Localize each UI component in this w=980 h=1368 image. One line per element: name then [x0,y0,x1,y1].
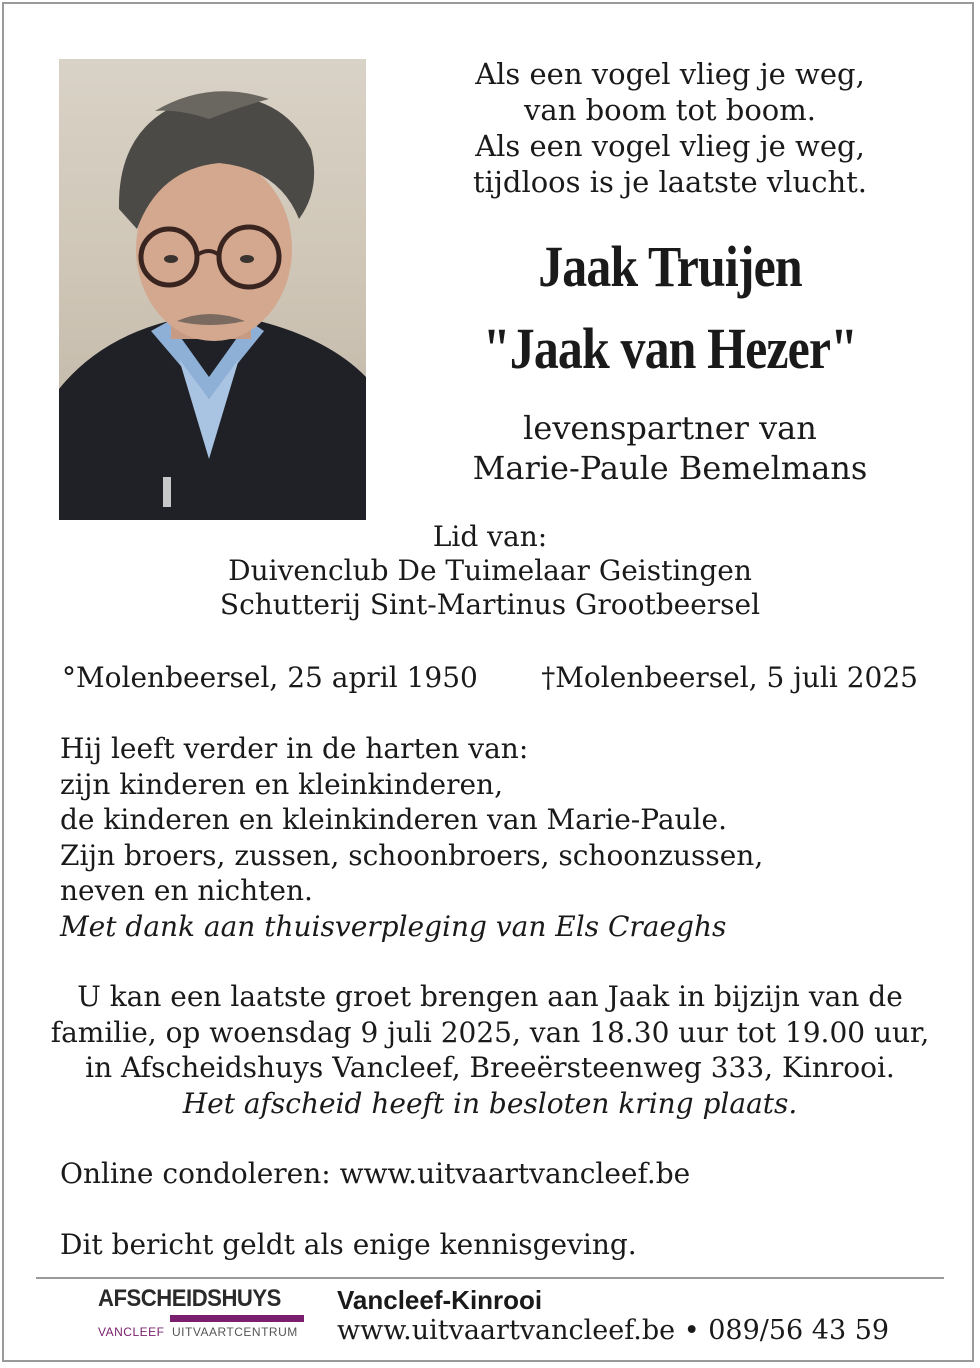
birth-date: °Molenbeersel, 25 april 1950 [62,661,478,694]
club-name: Schutterij Sint-Martinus Grootbeersel [219,588,761,621]
partner-name: Marie-Paule Bemelmans [472,449,868,487]
private-ceremony-line: Het afscheid heeft in besloten kring plaats. [182,1086,798,1120]
death-date: †Molenbeersel, 5 juli 2025 [541,661,918,694]
partner-block [420,408,920,488]
thanks-line: Met dank aan thuisverpleging van Els Craeghs [60,909,727,943]
logo-right: UITVAARTCENTRUM [172,1325,298,1339]
poem-line: van boom tot boom. [524,93,816,127]
logo-accent-bar [98,1315,304,1322]
farewell-line: familie, op woensdag 9 juli 2025, van 18.30 uur tot 19.00 uur, [50,1015,930,1049]
survivors-line: neven en nichten. [60,874,313,907]
farewell-block [40,979,940,1121]
survivors-line: Hij leeft verder in de harten van: [60,732,529,765]
company-name: Vancleef-Kinrooi [337,1285,543,1315]
survivors-line: Zijn broers, zussen, schoonbroers, schoonzussen, [60,838,764,872]
membership-intro: Lid van: [432,520,548,553]
logo-subtitle [98,1324,304,1340]
farewell-line: in Afscheidshuys Vancleef, Breeërsteenweg 333, Kinrooi. [85,1051,895,1084]
logo-title: AFSCHEIDSHUYS [98,1285,281,1312]
deceased-name: Jaak Truijen [538,234,802,299]
online-condolence: Online condoleren: www.uitvaartvancleef.be [60,1157,691,1190]
survivors-block [60,731,940,944]
deceased-name-block [455,226,885,390]
partner-intro: levenspartner van [523,409,817,447]
club-name: Duivenclub De Tuimelaar Geistingen [228,554,752,587]
deceased-nickname: "Jaak van Hezer" [482,316,858,381]
poem-line: tijdloos is je laatste vlucht. [472,165,868,199]
survivors-line: zijn kinderen en kleinkinderen, [60,767,503,801]
logo-left: VANCLEEF [98,1325,165,1339]
company-contact: www.uitvaartvancleef.be • 089/56 43 59 [337,1315,890,1346]
farewell-line: U kan een laatste groet brengen aan Jaak in bijzijn van de [77,980,903,1013]
notice-line: Dit bericht geldt als enige kennisgeving. [60,1228,637,1261]
afscheidshuys-logo [98,1284,304,1348]
poem-line: Als een vogel vlieg je weg, [475,57,865,91]
membership-block [0,520,980,622]
footer-divider [36,1277,944,1279]
survivors-line: de kinderen en kleinkinderen van Marie-Paule. [60,803,727,836]
portrait-photo [59,59,366,520]
poem [420,56,920,200]
poem-line: Als een vogel vlieg je weg, [475,129,865,163]
